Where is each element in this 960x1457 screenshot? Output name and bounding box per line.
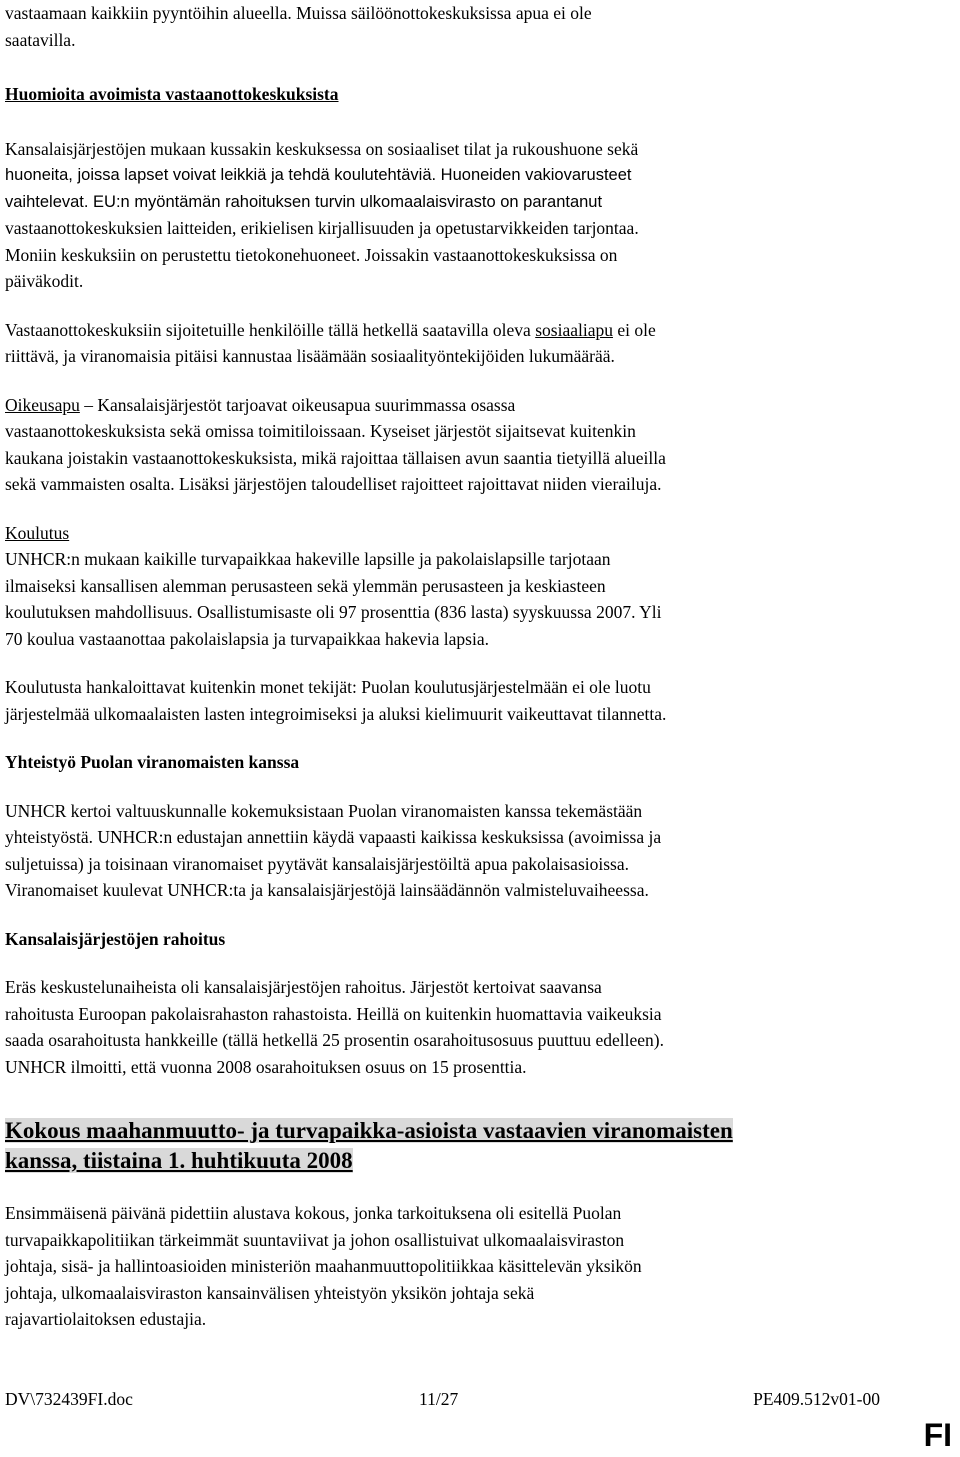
text-line: 70 koulua vastaanottaa pakolaislapsia ja turvapaikkaa hakevia lapsia. <box>5 628 489 649</box>
text-line: saada osarahoitusta hankkeille (tällä hetkellä 25 prosentin osarahoitusosuus puuttuu edelleen). <box>5 1030 664 1050</box>
text-span: Vastaanottokeskuksiin sijoitetuille henkilöille tällä hetkellä saatavilla oleva <box>5 319 536 340</box>
text-line: vastaanottokeskuksista sekä omissa toimitiloissaan. Kyseiset järjestöt sijaitsevat kuitenkin <box>5 421 636 441</box>
text-line <box>5 162 905 189</box>
text-line: päiväkodit. <box>5 271 84 291</box>
text-line: johtaja, ulkomaalaisviraston kansainvälisen yhteistyön yksikön johtaja sekä <box>5 1282 535 1303</box>
text-line <box>5 317 905 344</box>
meeting-heading <box>5 1116 905 1176</box>
text-line: turvapaikkapolitiikan tärkeimmät suuntaviivat ja johon osallistuivat ulkomaalaisviraston <box>5 1229 625 1250</box>
section-heading-funding: Kansalaisjärjestöjen rahoitus <box>5 928 226 949</box>
text-line: ilmaiseksi kansallisen alemman perusasteen sekä ylemmän perusasteen ja keskiasteen <box>5 575 606 596</box>
text-line: rahoitusta Euroopan pakolaisrahaston rahastoista. Heillä on kuitenkin huomattavia vaikeuksia <box>5 1003 662 1024</box>
text-line: järjestelmää ulkomaalaisten lasten integroimiseksi ja aluksi kielimuurit vaikeuttavat tilannetta. <box>5 703 667 724</box>
meeting-heading-line <box>5 1146 905 1176</box>
text-line <box>5 392 905 419</box>
paragraph-meeting <box>5 1200 905 1333</box>
paragraph-social-assistance <box>5 317 905 370</box>
section-education <box>5 520 905 653</box>
text-line: sekä vammaisten osalta. Lisäksi järjestöjen taloudelliset rajoitteet rajoittavat niiden vierailuja. <box>5 474 662 494</box>
footer-pe-ref: PE409.512v01-00 <box>753 1389 880 1409</box>
text-line: Moniin keskuksiin on perustettu tietokonehuoneet. Joissakin vastaanottokeskuksissa on <box>5 244 618 265</box>
paragraph-legal-aid <box>5 392 905 498</box>
text-span: vaihtelevat. EU:n myöntämän rahoituksen turvin ulkomaalaisvirasto on parantanut <box>5 192 603 211</box>
highlighted-heading-text: Kokous maahanmuutto- ja turvapaikka-asioista vastaavien viranomaisten <box>5 1118 733 1143</box>
text-line: suljetuissa) ja toisinaan viranomaiset pyytävät kansalaisjärjestöiltä apua pakolaisasioissa. <box>5 853 630 874</box>
text-span: ei ole <box>612 319 656 340</box>
language-tag: FI <box>923 1417 952 1453</box>
text-line: vastaanottokeskuksien laitteiden, erikielisen kirjallisuuden ja opetustarvikkeiden tarjontaa. <box>5 218 639 238</box>
paragraph-cooperation <box>5 798 905 904</box>
footer-doc-ref: DV\732439FI.doc <box>5 1389 133 1409</box>
text-span: – Kansalaisjärjestöt tarjoavat oikeusapua suurimmassa osassa <box>79 394 516 415</box>
text-line: rajavartiolaitoksen edustajia. <box>5 1309 207 1329</box>
text-line: Kansalaisjärjestöjen mukaan kussakin keskuksessa on sosiaaliset tilat ja rukoushuone sekä <box>5 138 639 159</box>
legal-aid-term: Oikeusapu <box>5 394 80 415</box>
text-span: huoneita, joissa lapset voivat leikkiä ja tehdä koulutehtäviä. Huoneiden vakiovarusteet <box>5 166 632 184</box>
document-body <box>5 0 905 1333</box>
section-heading-open-centers: Huomioita avoimista vastaanottokeskuksista <box>5 84 339 104</box>
text-line: yhteistyöstä. UNHCR:n edustajan annettiin käydä vapaasti kaikissa keskuksissa (avoimissa ja <box>5 827 662 847</box>
text-line: Eräs keskustelunaiheista oli kansalaisjärjestöjen rahoitus. Järjestöt kertoivat saavansa <box>5 977 602 997</box>
section-heading-cooperation: Yhteistyö Puolan viranomaisten kanssa <box>5 752 300 772</box>
intro-line: saatavilla. <box>5 29 76 50</box>
text-line: kaukana joistakin vastaanottokeskuksista, mikä rajoittaa tällaisen avun saantia tietyillä alueilla <box>5 447 666 468</box>
highlighted-heading-text: kanssa, tiistaina 1. huhtikuuta 2008 <box>5 1148 353 1173</box>
section-heading-education: Koulutus <box>5 522 70 543</box>
page-footer <box>5 1386 880 1412</box>
text-line: UNHCR kertoi valtuuskunnalle kokemuksistaan Puolan viranomaisten kanssa tekemästään <box>5 800 643 821</box>
footer-page-number: 11/27 <box>419 1389 459 1409</box>
text-line: Ensimmäisenä päivänä pidettiin alustava kokous, jonka tarkoituksena oli esitellä Puolan <box>5 1203 622 1223</box>
text-line: UNHCR ilmoitti, että vuonna 2008 osarahoituksen osuus on 15 prosenttia. <box>5 1056 527 1077</box>
text-line: Viranomaiset kuulevat UNHCR:ta ja kansalaisjärjestöjä lainsäädännön valmisteluvaiheessa. <box>5 880 649 900</box>
text-line <box>5 189 905 216</box>
paragraph-open-centers <box>5 136 905 295</box>
text-line: riittävä, ja viranomaisia pitäisi kannustaa lisäämään sosiaalityöntekijöiden lukumäärää. <box>5 346 615 366</box>
text-line: koulutuksen mahdollisuus. Osallistumisaste oli 97 prosenttia (836 lasta) syyskuussa 2007. Yli <box>5 602 662 622</box>
paragraph-education-obstacles <box>5 674 905 727</box>
paragraph-funding <box>5 974 905 1080</box>
text-line: UNHCR:n mukaan kaikille turvapaikkaa hakeville lapsille ja pakolaislapsille tarjotaan <box>5 549 611 569</box>
text-line: Koulutusta hankaloittavat kuitenkin monet tekijät: Puolan koulutusjärjestelmään ei ole luotu <box>5 677 651 697</box>
text-line: johtaja, sisä- ja hallintoasioiden ministeriön maahanmuuttopolitiikkaa käsittelevän yksikön <box>5 1256 642 1276</box>
social-assistance-link[interactable]: sosiaaliapu <box>535 319 613 340</box>
intro-line: vastaamaan kaikkiin pyyntöihin alueella. Muissa säilöönottokeskuksissa apua ei ole <box>5 3 592 23</box>
meeting-heading-line <box>5 1116 905 1146</box>
